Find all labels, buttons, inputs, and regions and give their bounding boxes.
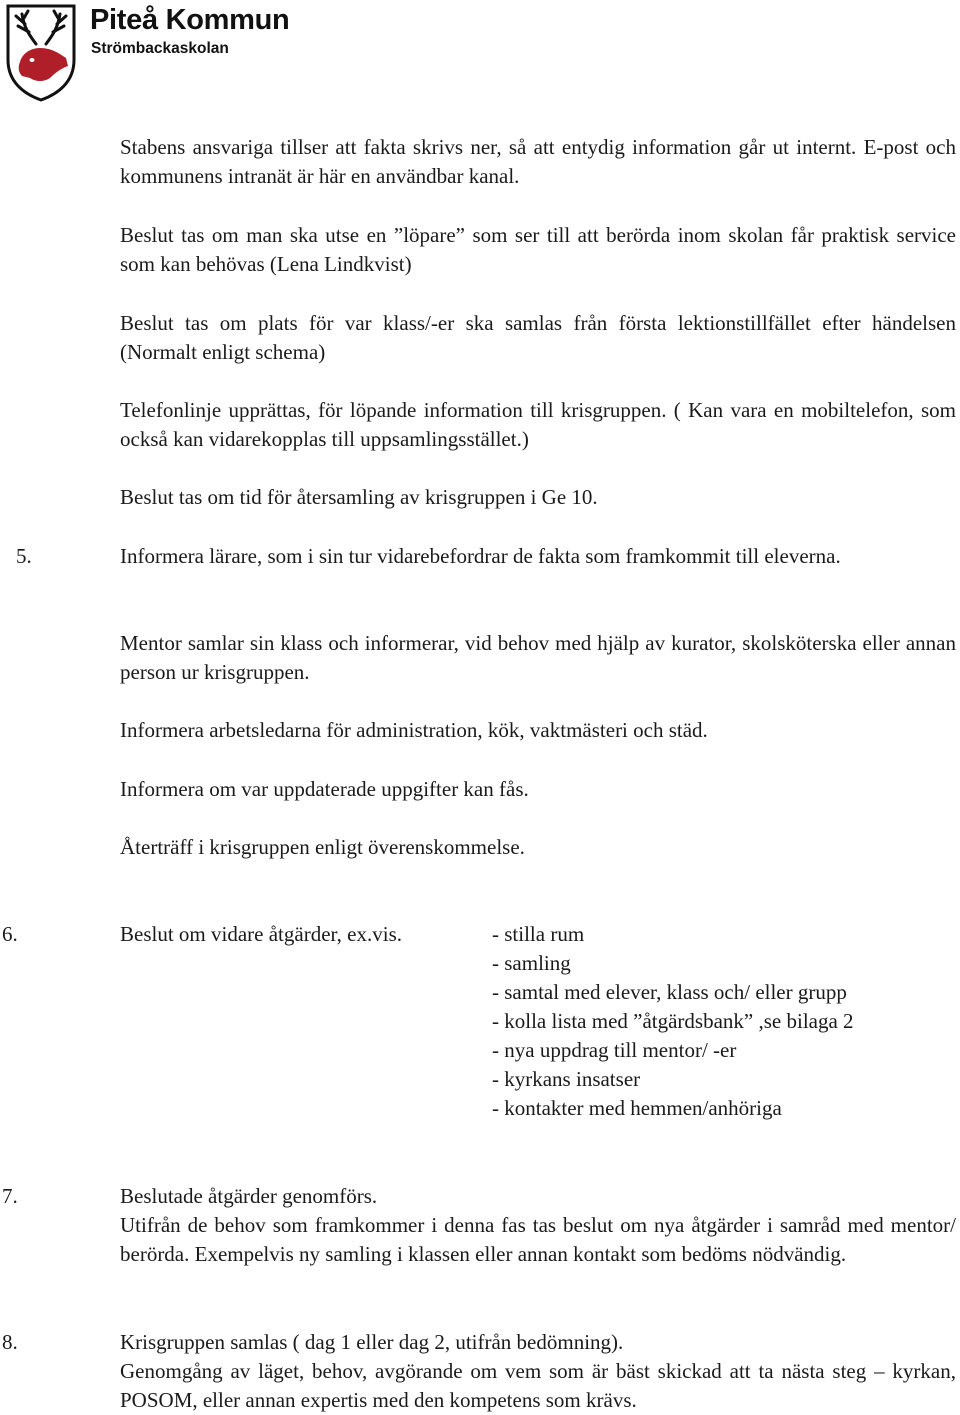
list-item: - nya uppdrag till mentor/ -er (492, 1038, 737, 1062)
measures-list (492, 920, 854, 1123)
list-item: - samtal med elever, klass och/ eller grupp (492, 980, 847, 1004)
step-number: 7. (2, 1184, 18, 1208)
list-item: - kyrkans insatser (492, 1067, 641, 1091)
page-header (0, 0, 420, 105)
step7-text: Utifrån de behov som framkommer i denna fas tas beslut om nya åtgärder i samråd med mentor/ berörda. Exempelvis ny samling i klassen eller annan kontakt som bedöms nödvändig. (120, 1213, 956, 1266)
list-item: - kontakter med hemmen/anhöriga (492, 1096, 782, 1120)
paragraph-mentor: Mentor samlar sin klass och informerar, vid behov med hjälp av kurator, skolsköterska eller annan person ur krisgruppen. (120, 631, 956, 684)
step-number: 5. (16, 544, 32, 568)
paragraph-class-location: Beslut tas om plats för var klass/-er ska samlas från första lektionstillfället efter händelsen (Normalt enligt schema) (120, 311, 956, 364)
step-number: 8. (2, 1330, 18, 1354)
paragraph-inform-updates: Informera om var uppdaterade uppgifter kan fås. (120, 777, 529, 801)
paragraph-runner: Beslut tas om man ska utse en ”löpare” som ser till att berörda inom skolan får praktisk service som kan behövas (Lena Lindkvist) (120, 223, 956, 276)
paragraph-phone-line: Telefonlinje upprättas, för löpande information till krisgruppen. ( Kan vara en mobiltelefon, som också kan vidarekopplas till uppsamlingsstället.) (120, 398, 956, 451)
school-name: Strömbackaskolan (91, 40, 229, 57)
paragraph-inform-leaders: Informera arbetsledarna för administration, kök, vaktmästeri och städ. (120, 718, 708, 742)
paragraph-reunion: Återträff i krisgruppen enligt överenskommelse. (120, 835, 525, 859)
list-item: - stilla rum (492, 922, 585, 946)
step8-block (120, 1328, 956, 1415)
step7-block (120, 1182, 956, 1269)
brand-title: Piteå Kommun (90, 4, 290, 36)
step7-title: Beslutade åtgärder genomförs. (120, 1184, 378, 1208)
step6-text: Beslut om vidare åtgärder, ex.vis. (120, 922, 402, 946)
coat-of-arms-logo (2, 2, 80, 102)
step5-text: Informera lärare, som i sin tur vidarebefordrar de fakta som framkommit till eleverna. (120, 544, 841, 568)
paragraph-reassembly-time: Beslut tas om tid för återsamling av krisgruppen i Ge 10. (120, 485, 598, 509)
list-item: - samling (492, 951, 571, 975)
list-item: - kolla lista med ”åtgärdsbank” ,se bilaga 2 (492, 1009, 854, 1033)
step-number: 6. (2, 922, 18, 946)
step8-text: Genomgång av läget, behov, avgörande om vem som är bäst skickad att ta nästa steg – kyrkan, POSOM, eller annan expertis med den kompetens som krävs. (120, 1359, 956, 1412)
paragraph-staff-facts: Stabens ansvariga tillser att fakta skrivs ner, så att entydig information går ut internt. E-post och kommunens intranät är här en användbar kanal. (120, 135, 956, 188)
step8-title: Krisgruppen samlas ( dag 1 eller dag 2, utifrån bedömning). (120, 1330, 624, 1354)
